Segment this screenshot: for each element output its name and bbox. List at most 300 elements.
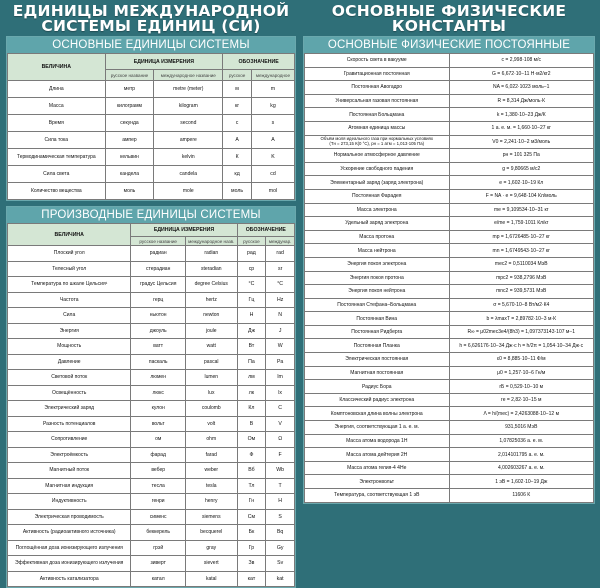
table-row xyxy=(305,257,594,271)
intl-name-cell: sievert xyxy=(185,556,237,572)
header-intl-name: международное название xyxy=(154,70,223,81)
constant-value-cell: 931,5016 МэВ xyxy=(449,421,594,435)
constant-name-cell: Постоянная Ридберга xyxy=(305,325,450,339)
constant-name-cell: Скорость света в вакууме xyxy=(305,54,450,68)
constant-value-cell: 1,07825036 а. е. м. xyxy=(449,434,594,448)
constant-value-cell: mn = 1,6749543·10−27 кг xyxy=(449,244,594,258)
constant-value-cell: 2,014101795 а. е. м. xyxy=(449,448,594,462)
table-row xyxy=(8,540,295,556)
table-row xyxy=(305,407,594,421)
constant-name-cell: Масса электрона xyxy=(305,203,450,217)
quantity-cell: Световой поток xyxy=(8,370,131,386)
quantity-cell: Электроёмкость xyxy=(8,447,131,463)
quantity-cell: Давление xyxy=(8,354,131,370)
ru-symbol-cell: кд xyxy=(223,166,252,183)
constant-value-cell: R∞ = μ02mec3e4/(8h3) = 1,097373143·107 м−1 xyxy=(449,325,594,339)
constant-name-cell: Атомная единица массы xyxy=(305,121,450,135)
table-row xyxy=(305,81,594,95)
constant-name-cell: Постоянная Авогадро xyxy=(305,81,450,95)
ru-name-cell: вебер xyxy=(131,463,186,479)
intl-name-cell: tesla xyxy=(185,478,237,494)
ru-symbol-cell: кг xyxy=(223,98,252,115)
table-row xyxy=(8,354,295,370)
quantity-cell: Телесный угол xyxy=(8,261,131,277)
ru-name-cell: ватт xyxy=(131,339,186,355)
quantity-cell: Плоский угол xyxy=(8,246,131,262)
constant-value-cell: mpc2 = 938,2796 МэВ xyxy=(449,271,594,285)
table-row xyxy=(8,509,295,525)
ru-symbol-cell: °C xyxy=(237,277,266,293)
intl-symbol-cell: lx xyxy=(266,385,295,401)
constant-value-cell: pн = 101 325 Па xyxy=(449,149,594,163)
table-row xyxy=(8,478,295,494)
ru-name-cell: тесла xyxy=(131,478,186,494)
header-quantity: ВЕЛИЧИНА xyxy=(8,54,106,81)
intl-name-cell: weber xyxy=(185,463,237,479)
table-row xyxy=(8,401,295,417)
constant-value-cell: Λ = h/(mec) = 2,4263088·10−12 м xyxy=(449,407,594,421)
constant-name-cell: Постоянная Больцмана xyxy=(305,108,450,122)
quantity-cell: Освещённость xyxy=(8,385,131,401)
ru-name-cell: сименс xyxy=(131,509,186,525)
table-row xyxy=(8,98,295,115)
constant-value-cell: 1 эВ = 1,602·10−19 Дж xyxy=(449,475,594,489)
ru-name-cell: люмен xyxy=(131,370,186,386)
ru-symbol-cell: См xyxy=(237,509,266,525)
quantity-cell: Индуктивность xyxy=(8,494,131,510)
table-row xyxy=(8,571,295,587)
ru-name-cell: кандела xyxy=(105,166,154,183)
intl-name-cell: ohm xyxy=(185,432,237,448)
ru-name-cell: вольт xyxy=(131,416,186,432)
table-row xyxy=(305,108,594,122)
intl-symbol-cell: s xyxy=(251,115,294,132)
ru-symbol-cell: Гц xyxy=(237,292,266,308)
quantity-cell: Сила света xyxy=(8,166,106,183)
intl-name-cell: steradian xyxy=(185,261,237,277)
constant-name-cell: Ускорение свободного падения xyxy=(305,162,450,176)
ru-symbol-cell: В xyxy=(237,416,266,432)
ru-symbol-cell: Ф xyxy=(237,447,266,463)
table-row xyxy=(8,525,295,541)
header-quantity: ВЕЛИЧИНА xyxy=(8,224,131,246)
table-row xyxy=(8,149,295,166)
header-symbol: ОБОЗНАЧЕНИЕ xyxy=(223,54,295,70)
ru-symbol-cell: Бк xyxy=(237,525,266,541)
constant-name-cell: Температура, соответствующая 1 эВ xyxy=(305,489,450,503)
ru-symbol-cell: К xyxy=(223,149,252,166)
ru-symbol-cell: кат xyxy=(237,571,266,587)
intl-name-cell: katal xyxy=(185,571,237,587)
constant-name-cell: Постоянная Стефана–Больцмана xyxy=(305,298,450,312)
ru-name-cell: секунда xyxy=(105,115,154,132)
ru-name-cell: ампер xyxy=(105,132,154,149)
intl-name-cell: volt xyxy=(185,416,237,432)
intl-name-cell: henry xyxy=(185,494,237,510)
ru-name-cell: радиан xyxy=(131,246,186,262)
quantity-cell: Магнитный поток xyxy=(8,463,131,479)
table-row xyxy=(305,325,594,339)
constant-value-cell: V0 = 2,241·10−2 м3/моль xyxy=(449,135,594,149)
intl-symbol-cell: J xyxy=(266,323,295,339)
constant-value-cell: e/me = 1,759·1011 Кл/кг xyxy=(449,217,594,231)
table-row xyxy=(305,448,594,462)
table-row xyxy=(8,556,295,572)
ru-symbol-cell: Н xyxy=(237,308,266,324)
title-line-1: ОСНОВНЫЕ ФИЗИЧЕСКИЕ xyxy=(331,2,567,20)
title-line-2: КОНСТАНТЫ xyxy=(391,17,507,35)
constant-value-cell: σ = 5,670·10−8 Вт/м2·К4 xyxy=(449,298,594,312)
intl-name-cell: second xyxy=(154,115,223,132)
constant-name-cell: Энергия покоя нейтрона xyxy=(305,285,450,299)
intl-symbol-cell: Wb xyxy=(266,463,295,479)
table-row xyxy=(8,166,295,183)
intl-symbol-cell: A xyxy=(251,132,294,149)
ru-symbol-cell: м xyxy=(223,81,252,98)
intl-name-cell: ampere xyxy=(154,132,223,149)
constant-name-cell: Энергия покоя электрона xyxy=(305,257,450,271)
quantity-cell: Сопротивление xyxy=(8,432,131,448)
intl-name-cell: metre (meter) xyxy=(154,81,223,98)
constant-name-cell: Постоянная Фарадея xyxy=(305,189,450,203)
ru-name-cell: градус Цельсия xyxy=(131,277,186,293)
constants-column xyxy=(303,0,595,504)
intl-name-cell: newton xyxy=(185,308,237,324)
ru-name-cell: герц xyxy=(131,292,186,308)
derived-units-title: ПРОИЗВОДНЫЕ ЕДИНИЦЫ СИСТЕМЫ xyxy=(7,207,295,223)
constant-name-cell: Магнитная постоянная xyxy=(305,366,450,380)
constant-name-cell: Классический радиус электрона xyxy=(305,393,450,407)
ru-symbol-cell: рад xyxy=(237,246,266,262)
ru-symbol-cell: Па xyxy=(237,354,266,370)
intl-symbol-cell: °C xyxy=(266,277,295,293)
quantity-cell: Энергия xyxy=(8,323,131,339)
table-row xyxy=(305,339,594,353)
intl-symbol-cell: Gy xyxy=(266,540,295,556)
table-row xyxy=(305,271,594,285)
constant-name-cell: Удельный заряд электрона xyxy=(305,217,450,231)
si-units-column xyxy=(6,0,296,588)
constant-name-cell: Комптоновская длина волны электрона xyxy=(305,407,450,421)
constant-conditions: (Тн = 273,15 К(0 °С), pн = 1 атм = 1,013·105 Па) xyxy=(329,140,425,146)
quantity-cell: Разность потенциалов xyxy=(8,416,131,432)
table-row xyxy=(305,189,594,203)
ru-name-cell: ом xyxy=(131,432,186,448)
ru-name-cell: кельвин xyxy=(105,149,154,166)
table-row xyxy=(305,135,594,149)
table-row xyxy=(8,416,295,432)
si-units-title xyxy=(6,0,296,36)
quantity-cell: Электрический заряд xyxy=(8,401,131,417)
header-unit: ЕДИНИЦА ИЗМЕРЕНИЯ xyxy=(131,224,237,237)
constant-name-cell: Радиус Бора xyxy=(305,380,450,394)
intl-name-cell: farad xyxy=(185,447,237,463)
intl-symbol-cell: Bq xyxy=(266,525,295,541)
ru-name-cell: моль xyxy=(105,183,154,200)
ru-name-cell: люкс xyxy=(131,385,186,401)
table-row xyxy=(305,475,594,489)
intl-name-cell: gray xyxy=(185,540,237,556)
table-row xyxy=(305,434,594,448)
constant-name-cell: Масса протона xyxy=(305,230,450,244)
ru-name-cell: джоуль xyxy=(131,323,186,339)
quantity-cell: Активность катализатора xyxy=(8,571,131,587)
table-row xyxy=(305,162,594,176)
intl-name-cell: candela xyxy=(154,166,223,183)
intl-name-cell: siemens xyxy=(185,509,237,525)
intl-symbol-cell: Sv xyxy=(266,556,295,572)
table-row xyxy=(8,447,295,463)
header-symbol: ОБОЗНАЧЕНИЕ xyxy=(237,224,294,237)
constant-name-cell: Энергия, соответствующая 1 а. е. м. xyxy=(305,421,450,435)
ru-symbol-cell: лм xyxy=(237,370,266,386)
ru-symbol-cell: моль xyxy=(223,183,252,200)
constant-name-cell: Масса атома гелия-4 4He xyxy=(305,461,450,475)
quantity-cell: Сила xyxy=(8,308,131,324)
constant-value-cell: 1 а. е. м. = 1,660·10−27 кг xyxy=(449,121,594,135)
title-line-2: СИСТЕМЫ ЕДИНИЦ (СИ) xyxy=(41,17,261,35)
ru-name-cell: паскаль xyxy=(131,354,186,370)
header-intl-symbol: междунар. xyxy=(266,237,295,246)
ru-name-cell: зиверт xyxy=(131,556,186,572)
table-row xyxy=(8,432,295,448)
ru-name-cell: беккерель xyxy=(131,525,186,541)
intl-symbol-cell: kat xyxy=(266,571,295,587)
header-unit: ЕДИНИЦА ИЗМЕРЕНИЯ xyxy=(105,54,223,70)
intl-symbol-cell: rad xyxy=(266,246,295,262)
intl-name-cell: degree Celsius xyxy=(185,277,237,293)
constant-value-cell: k = 1,380·10−23 Дж/К xyxy=(449,108,594,122)
quantity-cell: Время xyxy=(8,115,106,132)
ru-symbol-cell: Тл xyxy=(237,478,266,494)
constant-value-cell: μ0 = 1,257·10−6 Гн/м xyxy=(449,366,594,380)
constant-value-cell: re = 2,82·10−15 м xyxy=(449,393,594,407)
intl-name-cell: radian xyxy=(185,246,237,262)
ru-symbol-cell: Дж xyxy=(237,323,266,339)
constant-name-cell: Масса атома водорода 1H xyxy=(305,434,450,448)
intl-symbol-cell: lm xyxy=(266,370,295,386)
constant-value-cell: me = 9,109534·10−31 кг xyxy=(449,203,594,217)
quantity-cell: Длина xyxy=(8,81,106,98)
intl-symbol-cell: T xyxy=(266,478,295,494)
table-row xyxy=(8,183,295,200)
intl-name-cell: pascal xyxy=(185,354,237,370)
constant-value-cell: 11606 К xyxy=(449,489,594,503)
table-row xyxy=(8,308,295,324)
table-row xyxy=(305,176,594,190)
intl-symbol-cell: F xyxy=(266,447,295,463)
ru-symbol-cell: Вб xyxy=(237,463,266,479)
quantity-cell: Термодинамическая температура xyxy=(8,149,106,166)
constant-name-cell xyxy=(305,135,450,149)
ru-name-cell: катал xyxy=(131,571,186,587)
table-row xyxy=(305,244,594,258)
constants-panel xyxy=(303,36,595,504)
constant-name-cell: Нормальное атмосферное давление xyxy=(305,149,450,163)
table-row xyxy=(305,421,594,435)
table-row xyxy=(305,67,594,81)
constant-value-cell: mec2 = 0,5110034 МэВ xyxy=(449,257,594,271)
intl-symbol-cell: C xyxy=(266,401,295,417)
header-intl-symbol: международное xyxy=(251,70,294,81)
quantity-cell: Эффективная доза ионизирующего излучения xyxy=(8,556,131,572)
table-row xyxy=(8,385,295,401)
ru-name-cell: метр xyxy=(105,81,154,98)
ru-symbol-cell: Гн xyxy=(237,494,266,510)
constant-value-cell: NA = 6,022·1023 моль−1 xyxy=(449,81,594,95)
quantity-cell: Масса xyxy=(8,98,106,115)
table-row xyxy=(8,132,295,149)
header-intl-name: международное назв. xyxy=(185,237,237,246)
table-row xyxy=(305,217,594,231)
quantity-cell: Активность (радиоактивного источника) xyxy=(8,525,131,541)
ru-name-cell: кулон xyxy=(131,401,186,417)
intl-name-cell: hertz xyxy=(185,292,237,308)
quantity-cell: Температура по шкале Цельсия¹ xyxy=(8,277,131,293)
table-row xyxy=(8,292,295,308)
constant-value-cell: mnc2 = 939,5731 МэВ xyxy=(449,285,594,299)
quantity-cell: Мощность xyxy=(8,339,131,355)
ru-symbol-cell: А xyxy=(223,132,252,149)
constant-name-cell: Гравитационная постоянная xyxy=(305,67,450,81)
header-ru-symbol: русское xyxy=(223,70,252,81)
header-ru-name: русское название xyxy=(131,237,186,246)
constant-value-cell: G = 6,672·10−11 Н·м2/кг2 xyxy=(449,67,594,81)
constant-name-cell: Электронвольт xyxy=(305,475,450,489)
table-row xyxy=(305,94,594,108)
table-row xyxy=(305,353,594,367)
ru-name-cell: фарад xyxy=(131,447,186,463)
constant-value-cell: e = 1,602·10−19 Кл xyxy=(449,176,594,190)
intl-symbol-cell: mol xyxy=(251,183,294,200)
header-ru-name: русское название xyxy=(105,70,154,81)
constant-value-cell: R = 8,314 Дж/моль·К xyxy=(449,94,594,108)
constants-title xyxy=(303,0,595,36)
constant-value-cell: g = 9,80665 м/с2 xyxy=(449,162,594,176)
intl-name-cell: becquerel xyxy=(185,525,237,541)
constants-panel-title: ОСНОВНЫЕ ФИЗИЧЕСКИЕ ПОСТОЯННЫЕ xyxy=(304,37,594,53)
constant-name-cell: Энергия покоя протона xyxy=(305,271,450,285)
intl-symbol-cell: K xyxy=(251,149,294,166)
table-row xyxy=(305,393,594,407)
intl-symbol-cell: W xyxy=(266,339,295,355)
ru-symbol-cell: с xyxy=(223,115,252,132)
quantity-cell: Сила тока xyxy=(8,132,106,149)
ru-symbol-cell: ср xyxy=(237,261,266,277)
constant-name-cell: Электрическая постоянная xyxy=(305,353,450,367)
table-row xyxy=(8,323,295,339)
table-row xyxy=(8,370,295,386)
table-row xyxy=(305,461,594,475)
derived-units-table xyxy=(7,223,295,587)
intl-symbol-cell: V xyxy=(266,416,295,432)
constant-value-cell: ε0 = 8,885·10−11 Ф/м xyxy=(449,353,594,367)
ru-name-cell: стерадиан xyxy=(131,261,186,277)
intl-symbol-cell: Hz xyxy=(266,292,295,308)
intl-symbol-cell: Ω xyxy=(266,432,295,448)
basic-units-table xyxy=(7,53,295,200)
basic-units-panel xyxy=(6,36,296,201)
constant-name-cell: Постоянная Планка xyxy=(305,339,450,353)
ru-symbol-cell: Ом xyxy=(237,432,266,448)
table-row xyxy=(305,54,594,68)
title-line-1: ЕДИНИЦЫ МЕЖДУНАРОДНОЙ xyxy=(12,2,290,20)
derived-units-panel xyxy=(6,206,296,588)
table-row xyxy=(305,489,594,503)
table-row xyxy=(8,494,295,510)
quantity-cell: Количество вещества xyxy=(8,183,106,200)
intl-symbol-cell: kg xyxy=(251,98,294,115)
table-row xyxy=(305,203,594,217)
basic-units-title: ОСНОВНЫЕ ЕДИНИЦЫ СИСТЕМЫ xyxy=(7,37,295,53)
table-row xyxy=(8,277,295,293)
table-row xyxy=(305,149,594,163)
table-row xyxy=(8,81,295,98)
table-row xyxy=(305,285,594,299)
intl-symbol-cell: m xyxy=(251,81,294,98)
ru-name-cell: генри xyxy=(131,494,186,510)
intl-name-cell: mole xyxy=(154,183,223,200)
constant-value-cell: rБ = 0,529·10−10 м xyxy=(449,380,594,394)
constant-value-cell: b = λmaxT = 2,89782·10−3 м·К xyxy=(449,312,594,326)
intl-name-cell: joule xyxy=(185,323,237,339)
intl-symbol-cell: S xyxy=(266,509,295,525)
header-ru-symbol: русское xyxy=(237,237,266,246)
table-row xyxy=(305,366,594,380)
constant-value-cell: 4,002603267 а. е. м. xyxy=(449,461,594,475)
intl-symbol-cell: cd xyxy=(251,166,294,183)
intl-name-cell: lux xyxy=(185,385,237,401)
ru-symbol-cell: Вт xyxy=(237,339,266,355)
ru-symbol-cell: Гр xyxy=(237,540,266,556)
table-row xyxy=(305,298,594,312)
intl-name-cell: lumen xyxy=(185,370,237,386)
ru-name-cell: грэй xyxy=(131,540,186,556)
intl-name-cell: kelvin xyxy=(154,149,223,166)
table-row xyxy=(8,115,295,132)
constant-name-cell: Постоянная Вина xyxy=(305,312,450,326)
ru-symbol-cell: Зв xyxy=(237,556,266,572)
constant-name-cell: Масса атома дейтерия 2H xyxy=(305,448,450,462)
constants-table xyxy=(304,53,594,503)
quantity-cell: Частота xyxy=(8,292,131,308)
intl-name-cell: kilogram xyxy=(154,98,223,115)
constant-value-cell: h = 6,626176·10−34 Дж·с h = h/2π = 1,054·10−34 Дж·с xyxy=(449,339,594,353)
intl-name-cell: watt xyxy=(185,339,237,355)
constant-value-cell: mp = 1,6726485·10−27 кг xyxy=(449,230,594,244)
table-row xyxy=(8,246,295,262)
ru-name-cell: ньютон xyxy=(131,308,186,324)
intl-name-cell: coulomb xyxy=(185,401,237,417)
intl-symbol-cell: Pa xyxy=(266,354,295,370)
ru-symbol-cell: лк xyxy=(237,385,266,401)
constant-name-cell: Элементарный заряд (заряд электрона) xyxy=(305,176,450,190)
intl-symbol-cell: sr xyxy=(266,261,295,277)
table-row xyxy=(8,261,295,277)
table-row xyxy=(305,380,594,394)
constant-value-cell: F = NA · e = 9,648·104 Кл/моль xyxy=(449,189,594,203)
table-row xyxy=(305,121,594,135)
constant-name-cell: Масса нейтрона xyxy=(305,244,450,258)
quantity-cell: Поглощённая доза ионизирующего излучения xyxy=(8,540,131,556)
constant-value-cell: c = 2,998·108 м/с xyxy=(449,54,594,68)
intl-symbol-cell: H xyxy=(266,494,295,510)
table-row xyxy=(305,230,594,244)
intl-symbol-cell: N xyxy=(266,308,295,324)
table-row xyxy=(8,463,295,479)
quantity-cell: Магнитная индукция xyxy=(8,478,131,494)
table-row xyxy=(305,312,594,326)
